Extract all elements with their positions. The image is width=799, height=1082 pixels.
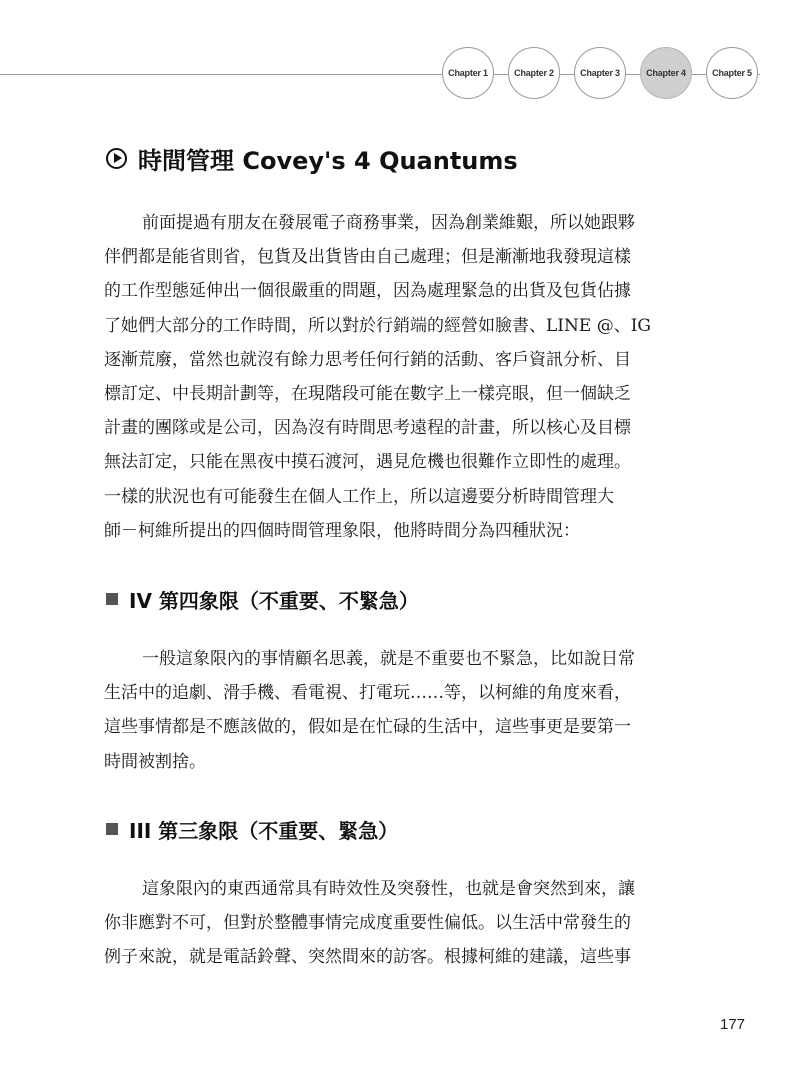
paragraph-line: 你非應對不可，但對於整體事情完成度重要性偏低。以生活中常發生的 [104, 913, 631, 934]
paragraph-line: 了她們大部分的工作時間，所以對於行銷端的經營如臉書、LINE @、IG [104, 315, 651, 336]
chapter-2-tab[interactable]: Chapter 2 [508, 47, 560, 99]
paragraph-line: 這象限內的東西通常具有時效性及突發性，也就是會突然到來，讓 [142, 879, 635, 899]
paragraph-line: 逐漸荒廢，當然也就沒有餘力思考任何行銷的活動、客戶資訊分析、目 [104, 349, 631, 370]
chapter-1-tab[interactable]: Chapter 1 [442, 47, 494, 99]
quadrant-3-heading [106, 811, 398, 847]
square-bullet-icon [106, 823, 118, 835]
chapter-5-tab[interactable]: Chapter 5 [706, 47, 758, 99]
intro-paragraph [104, 206, 704, 548]
play-circle-icon [106, 148, 127, 169]
chapter-4-tab[interactable]: Chapter 4 [640, 47, 692, 99]
paragraph-line: 這些事情都是不應該做的，假如是在忙碌的生活中，這些事更是要第一 [104, 717, 631, 738]
paragraph-line: 計畫的團隊或是公司，因為沒有時間思考遠程的計畫，所以核心及目標 [104, 418, 631, 439]
quadrant-4-paragraph [104, 642, 704, 779]
square-bullet-icon [106, 593, 118, 605]
paragraph-line: 無法訂定，只能在黑夜中摸石渡河，遇見危機也很難作立即性的處理。 [104, 452, 631, 473]
quadrant-4-heading [106, 581, 419, 617]
paragraph-line: 例子來說，就是電話鈴聲、突然間來的訪客。根據柯維的建議，這些事 [104, 947, 631, 968]
quadrant-3-paragraph [104, 872, 704, 975]
paragraph-line: 前面提過有朋友在發展電子商務事業，因為創業維艱，所以她跟夥 [142, 213, 635, 233]
section-title: 時間管理 Covey's 4 Quantums [138, 146, 518, 175]
page-number: 177 [720, 1016, 746, 1033]
paragraph-line: 一樣的狀況也有可能發生在個人工作上，所以這邊要分析時間管理大 [104, 486, 614, 507]
quadrant-3-title: III 第三象限（不重要、緊急） [129, 818, 399, 843]
paragraph-line: 生活中的追劇、滑手機、看電視、打電玩……等，以柯維的角度來看， [104, 683, 631, 704]
section-heading [106, 138, 518, 178]
paragraph-line: 的工作型態延伸出一個很嚴重的問題，因為處理緊急的出貨及包貨佔據 [104, 281, 631, 302]
chapter-nav [442, 47, 760, 103]
chapter-3-tab[interactable]: Chapter 3 [574, 47, 626, 99]
paragraph-line: 一般這象限內的事情顧名思義，就是不重要也不緊急，比如說日常 [142, 649, 635, 669]
paragraph-line: 標訂定、中長期計劃等，在現階段可能在數字上一樣亮眼，但一個缺乏 [104, 383, 631, 404]
paragraph-line: 師－柯維所提出的四個時間管理象限，他將時間分為四種狀況： [104, 520, 580, 541]
paragraph-line: 時間被割捨。 [104, 751, 206, 772]
quadrant-4-title: IV 第四象限（不重要、不緊急） [129, 588, 419, 613]
paragraph-line: 伴們都是能省則省，包貨及出貨皆由自己處理；但是漸漸地我發現這樣 [104, 247, 631, 268]
